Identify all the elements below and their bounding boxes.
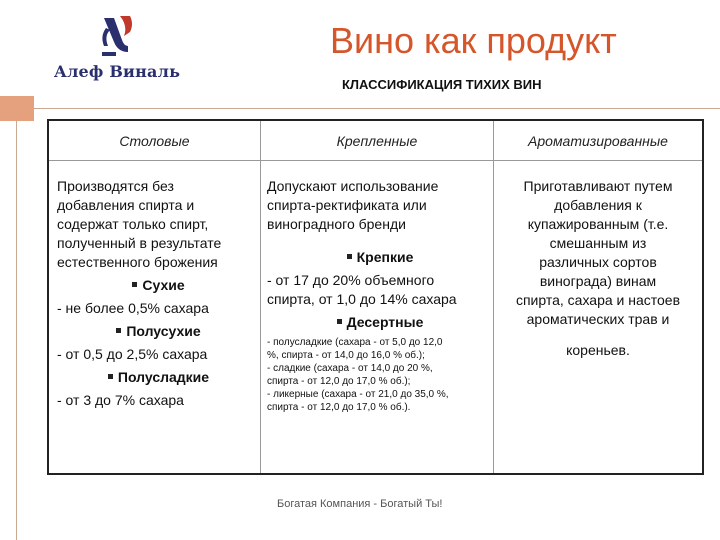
bullet-icon [116,328,121,333]
text-line: добавления к [554,197,642,213]
subtype-line: - сладкие (сахара - от 14,0 до 20 %, [267,363,433,374]
text-line: Приготавливают путем [523,178,673,194]
company-logo [52,14,182,80]
column-body [49,161,260,473]
column-header: Крепленные [261,121,493,161]
category-name: Полусухие [126,323,201,339]
text-line: полученный в результате [57,235,222,251]
subtype-line: - полусладкие (сахара - от 5,0 до 12,0 [267,337,443,348]
text-line: кореньев. [566,342,630,358]
category-heading [57,276,260,295]
text-line: добавления спирта и [57,197,195,213]
category-desc: - не более 0,5% сахара [57,300,209,316]
category-heading [57,322,260,341]
accent-vertical-rule [16,121,17,540]
category-heading [267,313,493,332]
text-line: естественного брожения [57,254,218,270]
text-line: виноградного бренди [267,216,406,232]
subtype-line: - ликерные (сахара - от 21,0 до 35,0 %, [267,389,449,400]
logo-text: Алеф Виналь [53,62,181,81]
bullet-icon [347,254,352,259]
category-desc: - от 17 до 20% объемного [267,272,435,288]
text-line: Допускают использование [267,178,439,194]
category-heading [267,248,493,267]
accent-block [0,96,34,121]
bullet-icon [337,319,342,324]
subtype-line: %, спирта - от 14,0 до 16,0 % об.); [267,350,425,361]
bullet-icon [132,282,137,287]
wine-glass-letter-icon [94,14,140,58]
subtype-line: спирта - от 12,0 до 17,0 % об.). [267,402,411,413]
text-line: ароматических трав и [526,311,670,327]
category-heading [57,368,260,387]
category-desc: - от 0,5 до 2,5% сахара [57,346,208,362]
category-desc: - от 3 до 7% сахара [57,392,184,408]
column-table-wines [49,121,260,473]
text-line: спирта, сахара и настоев [515,292,681,308]
category-name: Сухие [142,277,185,293]
text-line: содержат только спирт, [57,216,209,232]
text-line: различных сортов [539,254,657,270]
column-flavored-wines [493,121,702,473]
text-line: спирта-ректификата или [267,197,427,213]
category-desc: спирта, от 1,0 до 14% сахара [267,291,457,307]
category-name: Полусладкие [117,369,210,385]
category-name: Десертные [346,314,424,330]
column-fortified-wines [260,121,493,473]
text-line: винограда) винам [539,273,657,289]
column-body [261,161,493,473]
subtype-line: спирта - от 12,0 до 17,0 % об.); [267,376,411,387]
text-line: купажированным (т.е. [527,216,669,232]
classification-table [47,119,704,475]
category-name: Крепкие [356,249,414,265]
page-subtitle: КЛАССИФИКАЦИЯ ТИХИХ ВИН [342,77,542,92]
text-line: Производятся без [57,178,174,194]
column-header: Ароматизированные [494,121,702,161]
column-header: Столовые [49,121,260,161]
footer-slogan: Богатая Компания - Богатый Ты! [277,498,443,510]
page-title: Вино как продукт [330,20,617,61]
accent-divider [34,108,720,109]
text-line: смешанным из [549,235,647,251]
column-body [494,161,702,473]
bullet-icon [108,374,113,379]
